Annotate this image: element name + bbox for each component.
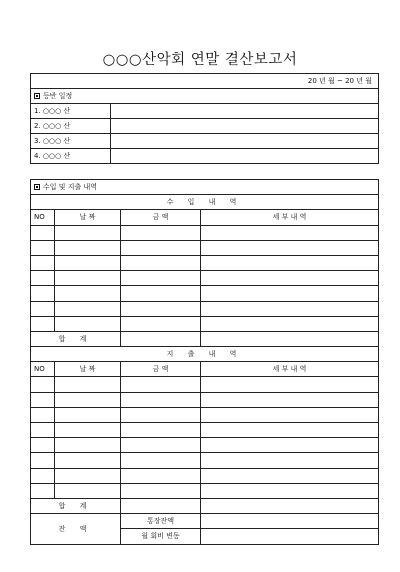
entry-amount-cell[interactable] (121, 271, 201, 286)
entry-date-cell[interactable] (55, 468, 121, 483)
schedule-row (31, 119, 379, 134)
column-header-detail: 세 부 내 역 (201, 362, 379, 377)
entry-amount-cell[interactable] (121, 453, 201, 468)
schedule-table (30, 73, 379, 164)
entry-no-cell[interactable] (31, 240, 55, 255)
entry-no-cell[interactable] (31, 255, 55, 270)
expense-header-row (31, 362, 379, 377)
column-header-amount: 금 액 (121, 362, 201, 377)
period-row (31, 74, 379, 89)
expense-section-title: 지 출 내 역 (31, 347, 379, 362)
entry-detail-cell[interactable] (201, 255, 379, 270)
balance-row (31, 514, 379, 529)
entry-detail-cell[interactable] (201, 377, 379, 392)
entry-row (31, 483, 379, 498)
income-total-label: 합 계 (31, 331, 121, 346)
entry-row (31, 301, 379, 316)
entry-detail-cell[interactable] (201, 286, 379, 301)
entry-row (31, 407, 379, 422)
schedule-item-detail[interactable] (111, 134, 379, 149)
column-header-date: 날 짜 (55, 362, 121, 377)
income-header-row (31, 210, 379, 225)
schedule-item-detail[interactable] (111, 149, 379, 164)
entry-date-cell[interactable] (55, 255, 121, 270)
entry-date-cell[interactable] (55, 453, 121, 468)
entry-no-cell[interactable] (31, 483, 55, 498)
schedule-heading-label: 등반 일정 (43, 92, 73, 100)
entry-detail-cell[interactable] (201, 392, 379, 407)
column-header-no: NO (31, 210, 55, 225)
entry-detail-cell[interactable] (201, 423, 379, 438)
schedule-row (31, 104, 379, 119)
entry-date-cell[interactable] (55, 225, 121, 240)
entry-row (31, 392, 379, 407)
entry-date-cell[interactable] (55, 392, 121, 407)
schedule-item-label: 1. ○○○ 산 (31, 104, 111, 119)
entry-no-cell[interactable] (31, 392, 55, 407)
entry-amount-cell[interactable] (121, 240, 201, 255)
income-total-detail[interactable] (201, 331, 379, 346)
entry-amount-cell[interactable] (121, 255, 201, 270)
entry-no-cell[interactable] (31, 468, 55, 483)
income-total-amount[interactable] (121, 331, 201, 346)
entry-date-cell[interactable] (55, 438, 121, 453)
square-bullet-icon (34, 93, 40, 99)
entry-detail-cell[interactable] (201, 438, 379, 453)
document-title: ○○○산악회 연말 결산보고서 (102, 52, 298, 68)
ledger-heading-label: 수입 및 지출 내역 (43, 183, 98, 192)
expense-rows (31, 377, 379, 499)
entry-amount-cell[interactable] (121, 286, 201, 301)
balance-value[interactable] (201, 529, 379, 544)
entry-no-cell[interactable] (31, 438, 55, 453)
schedule-heading-row (31, 89, 379, 104)
column-header-date: 날 짜 (55, 210, 121, 225)
entry-date-cell[interactable] (55, 407, 121, 422)
column-header-no: NO (31, 362, 55, 377)
expense-title-row (31, 347, 379, 362)
balance-sub-label: 통장잔액 (121, 514, 201, 529)
entry-detail-cell[interactable] (201, 240, 379, 255)
entry-date-cell[interactable] (55, 377, 121, 392)
entry-detail-cell[interactable] (201, 316, 379, 331)
entry-amount-cell[interactable] (121, 407, 201, 422)
entry-detail-cell[interactable] (201, 301, 379, 316)
entry-row (31, 271, 379, 286)
entry-no-cell[interactable] (31, 453, 55, 468)
entry-no-cell[interactable] (31, 301, 55, 316)
balance-value[interactable] (201, 514, 379, 529)
expense-total-amount[interactable] (121, 498, 201, 513)
expense-total-detail[interactable] (201, 498, 379, 513)
entry-no-cell[interactable] (31, 271, 55, 286)
entry-amount-cell[interactable] (121, 392, 201, 407)
entry-no-cell[interactable] (31, 423, 55, 438)
expense-total-label: 합 계 (31, 498, 121, 513)
entry-row (31, 453, 379, 468)
entry-row (31, 423, 379, 438)
entry-no-cell[interactable] (31, 225, 55, 240)
entry-amount-cell[interactable] (121, 468, 201, 483)
entry-row (31, 377, 379, 392)
square-bullet-icon (34, 184, 40, 190)
entry-no-cell[interactable] (31, 377, 55, 392)
entry-row (31, 286, 379, 301)
income-rows (31, 225, 379, 331)
column-header-detail: 세 부 내 역 (201, 210, 379, 225)
entry-detail-cell[interactable] (201, 271, 379, 286)
income-total-row (31, 331, 379, 346)
entry-date-cell[interactable] (55, 316, 121, 331)
column-header-amount: 금 액 (121, 210, 201, 225)
entry-row (31, 438, 379, 453)
entry-amount-cell[interactable] (121, 225, 201, 240)
entry-detail-cell[interactable] (201, 453, 379, 468)
period-cell[interactable]: 20 년 월 ~ 20 년 월 (31, 74, 379, 89)
income-title-row (31, 195, 379, 210)
entry-amount-cell[interactable] (121, 316, 201, 331)
entry-row (31, 316, 379, 331)
schedule-item-detail[interactable] (111, 104, 379, 119)
entry-amount-cell[interactable] (121, 301, 201, 316)
entry-detail-cell[interactable] (201, 483, 379, 498)
schedule-heading (31, 89, 379, 104)
ledger-heading-row (31, 180, 379, 195)
income-section-title: 수 입 내 역 (31, 195, 379, 210)
entry-amount-cell[interactable] (121, 377, 201, 392)
entry-date-cell[interactable] (55, 301, 121, 316)
entry-row (31, 240, 379, 255)
entry-detail-cell[interactable] (201, 407, 379, 422)
entry-amount-cell[interactable] (121, 483, 201, 498)
schedule-item-label: 2. ○○○ 산 (31, 119, 111, 134)
schedule-item-detail[interactable] (111, 119, 379, 134)
entry-date-cell[interactable] (55, 286, 121, 301)
entry-detail-cell[interactable] (201, 468, 379, 483)
entry-no-cell[interactable] (31, 407, 55, 422)
ledger-heading (31, 180, 379, 195)
schedule-row (31, 149, 379, 164)
entry-row (31, 225, 379, 240)
schedule-item-label: 4. ○○○ 산 (31, 149, 111, 164)
schedule-row (31, 134, 379, 149)
balance-label: 잔 액 (31, 514, 121, 544)
entry-row (31, 255, 379, 270)
balance-sub-label: 월 회비 변동 (121, 529, 201, 544)
ledger-table (30, 179, 379, 545)
entry-date-cell[interactable] (55, 483, 121, 498)
expense-total-row (31, 498, 379, 513)
entry-no-cell[interactable] (31, 316, 55, 331)
schedule-item-label: 3. ○○○ 산 (31, 134, 111, 149)
entry-detail-cell[interactable] (201, 225, 379, 240)
entry-no-cell[interactable] (31, 286, 55, 301)
entry-date-cell[interactable] (55, 271, 121, 286)
entry-row (31, 468, 379, 483)
entry-date-cell[interactable] (55, 423, 121, 438)
entry-date-cell[interactable] (55, 240, 121, 255)
entry-amount-cell[interactable] (121, 423, 201, 438)
entry-amount-cell[interactable] (121, 438, 201, 453)
